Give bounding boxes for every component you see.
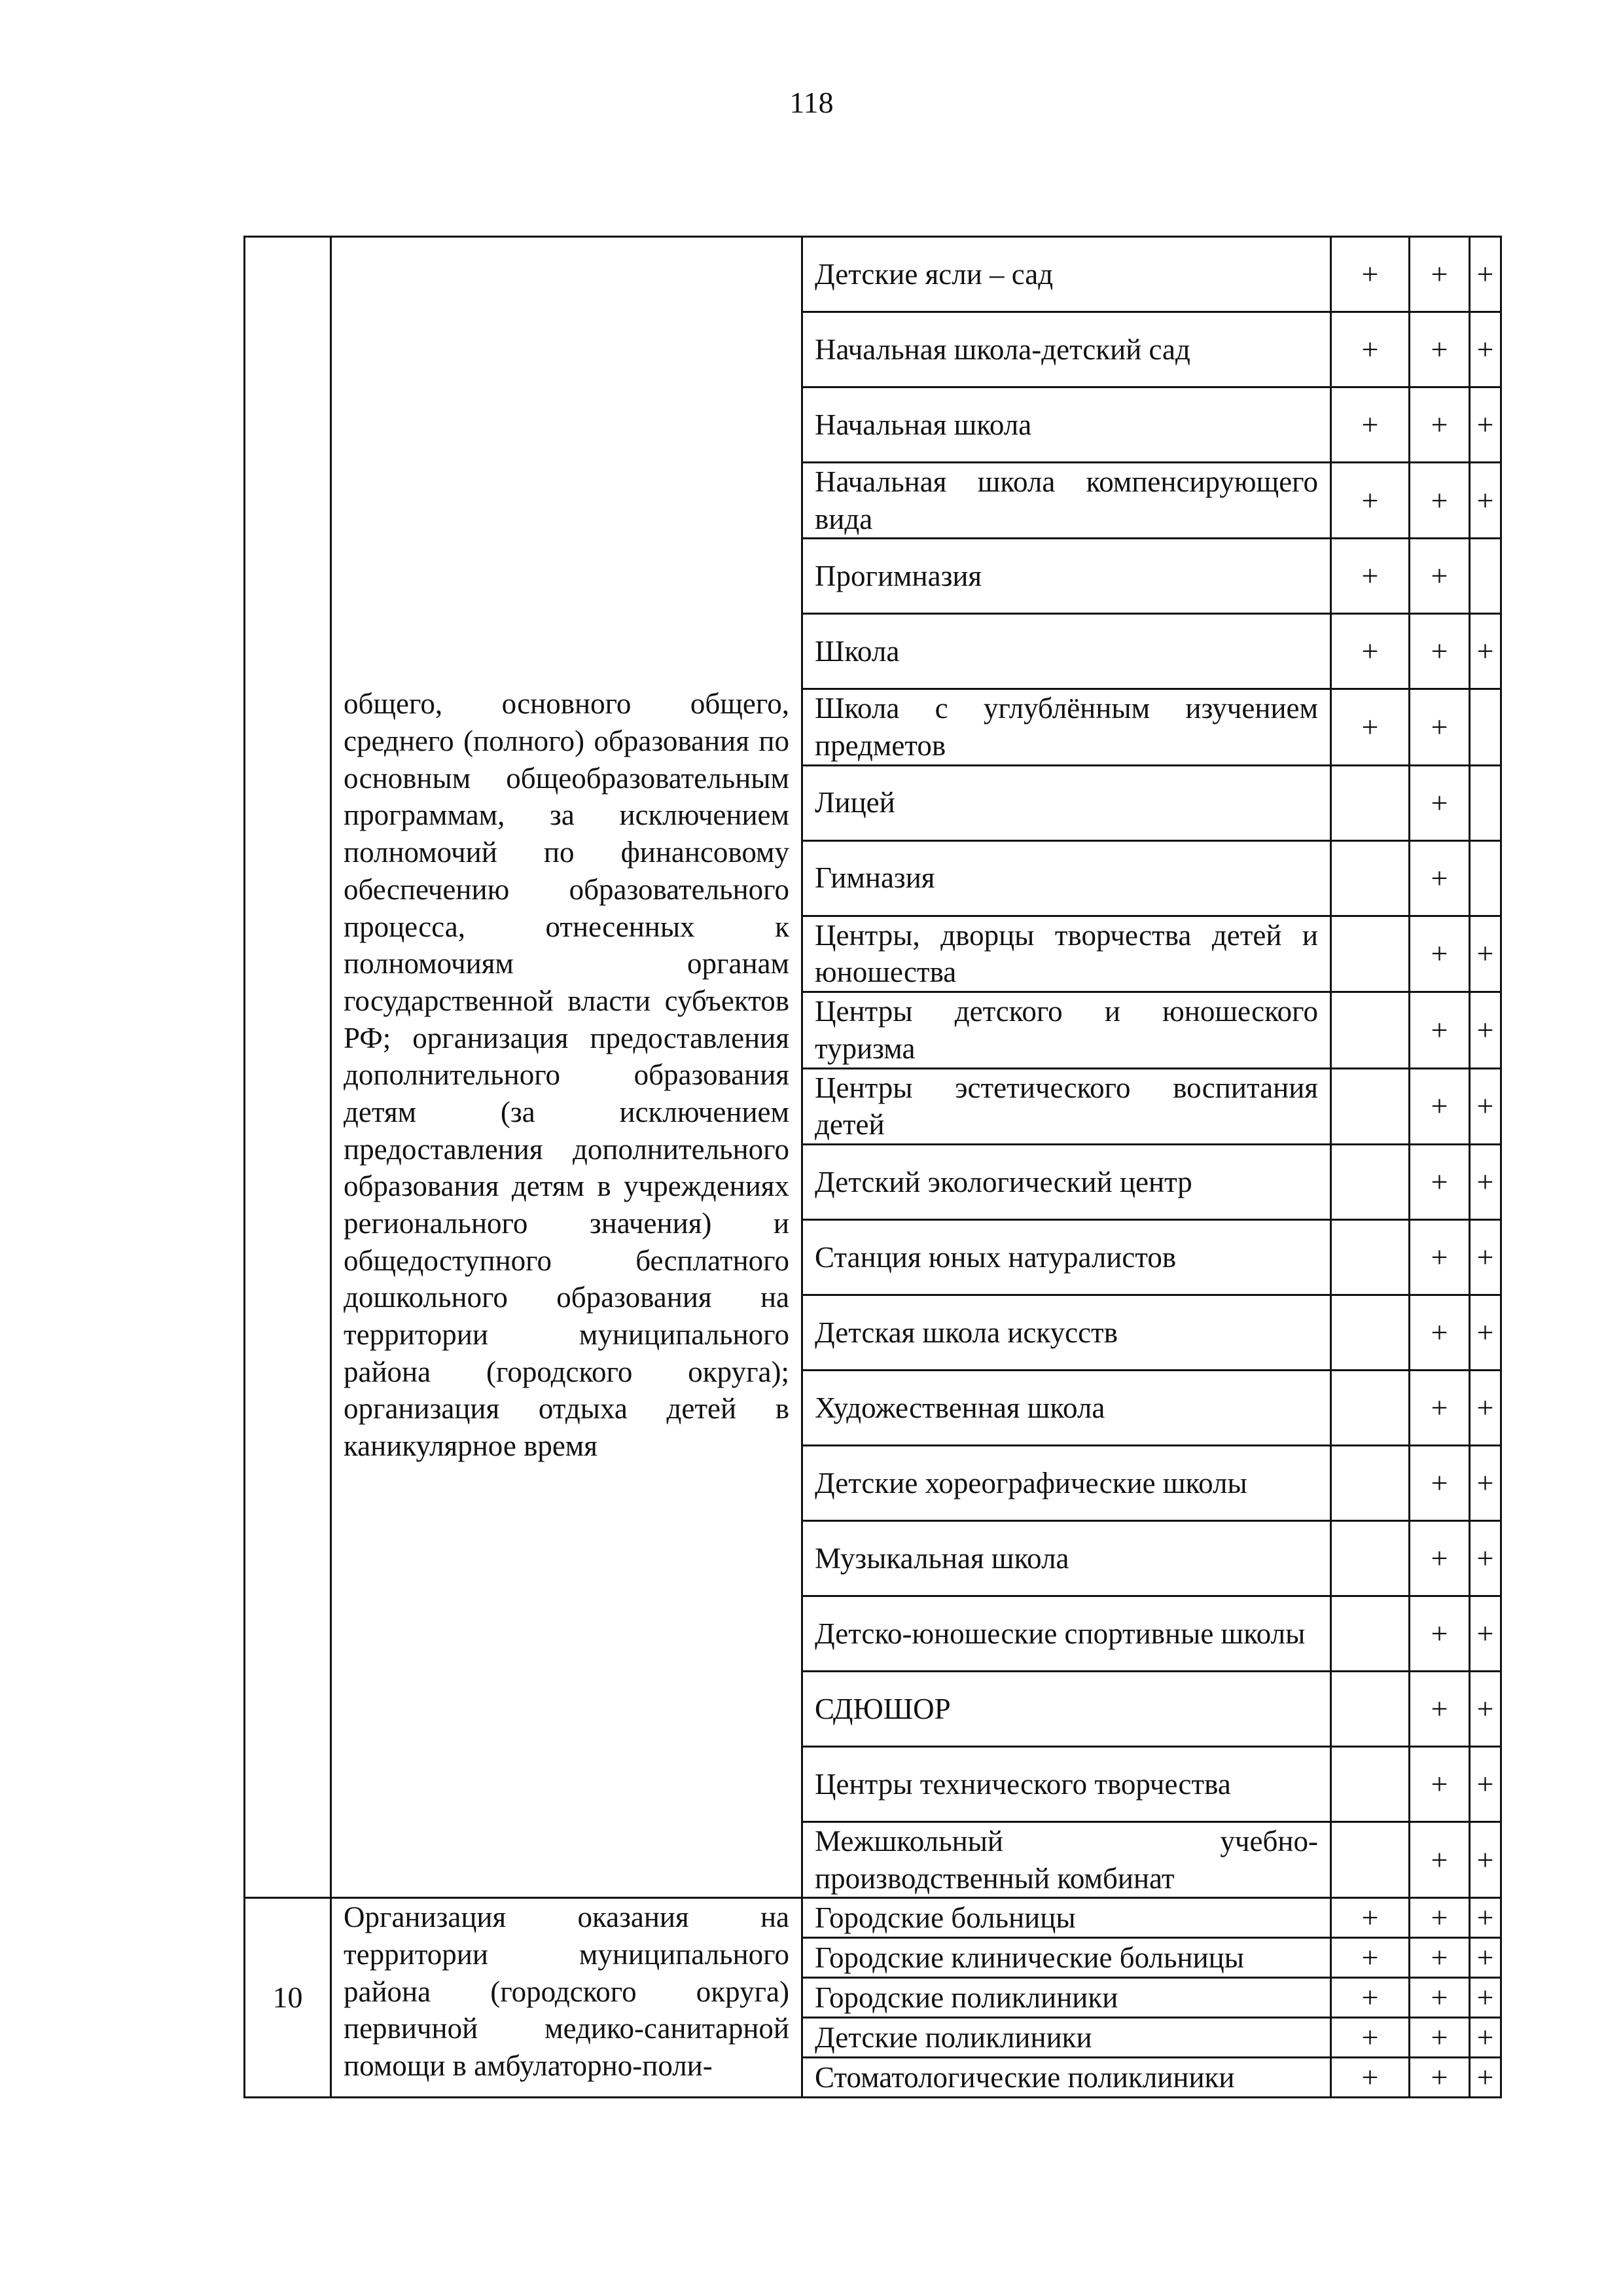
mark-cell-2: + [1410,840,1470,916]
mark-cell-3: + [1470,992,1501,1068]
mark-cell-3: + [1470,916,1501,992]
mark-cell-3 [1470,840,1501,916]
mark-cell-2: + [1410,614,1470,689]
institution-name: Начальная школа [802,387,1331,463]
mark-cell-1: + [1331,539,1410,614]
institution-name: Начальная школа-детский сад [802,312,1331,387]
mark-cell-2: + [1410,387,1470,463]
mark-cell-2: + [1410,1938,1470,1978]
section-continued [245,237,1501,1898]
institution-name: Детский экологический центр [802,1144,1331,1219]
mark-cell-3: + [1470,1295,1501,1370]
mark-cell-2: + [1410,1746,1470,1821]
institution-name: Межшкольный учебно-производственный комбинат [802,1821,1331,1897]
mark-cell-1: + [1331,312,1410,387]
institution-name: Городские поликлиники [802,1978,1331,2018]
mark-cell-1 [1331,1746,1410,1821]
mark-cell-3: + [1470,1068,1501,1144]
mark-cell-3 [1470,539,1501,614]
mark-cell-1: + [1331,2018,1410,2058]
mark-cell-1 [1331,1821,1410,1897]
table-row [245,1898,1501,1938]
mark-cell-2: + [1410,689,1470,765]
mark-cell-2: + [1410,463,1470,539]
mark-cell-1: + [1331,689,1410,765]
mark-cell-2: + [1410,1898,1470,1938]
mark-cell-3: + [1470,1978,1501,2018]
mark-cell-3: + [1470,1938,1501,1978]
mark-cell-1 [1331,992,1410,1068]
mark-cell-2: + [1410,2058,1470,2098]
mark-cell-3: + [1470,614,1501,689]
mark-cell-3: + [1470,1821,1501,1897]
institution-name: Школа с углублённым изучением предметов [802,689,1331,765]
mark-cell-3: + [1470,1671,1501,1746]
mark-cell-2: + [1410,1144,1470,1219]
institution-name: Детские хореографические школы [802,1445,1331,1520]
mark-cell-1: + [1331,614,1410,689]
mark-cell-3 [1470,765,1501,840]
mark-cell-2: + [1410,539,1470,614]
mark-cell-3: + [1470,1144,1501,1219]
institution-name: Станция юных натуралистов [802,1219,1331,1295]
mark-cell-1 [1331,840,1410,916]
mark-cell-2: + [1410,1821,1470,1897]
mark-cell-1 [1331,1144,1410,1219]
institution-name: Городские клинические больницы [802,1938,1331,1978]
mark-cell-2: + [1410,1596,1470,1671]
institution-name: Стоматологические поликлиники [802,2058,1331,2098]
mark-cell-2: + [1410,237,1470,312]
institution-name: Детско-юношеские спортивные школы [802,1596,1331,1671]
mark-cell-3: + [1470,312,1501,387]
institution-name: Начальная школа компенсирующего вида [802,463,1331,539]
mark-cell-3: + [1470,1520,1501,1596]
mark-cell-2: + [1410,1520,1470,1596]
mark-cell-3: + [1470,387,1501,463]
mark-cell-3: + [1470,1596,1501,1671]
powers-description: общего, основного общего, среднего (полного) образования по основным общеобразовательным программам, за исключением полномочий по финансовому обеспечению образовательного процесса, отнесенных к полномочиям органам государственной власти субъектов РФ; организация предоставления дополнительного образования детям (за исключением предоставления дополнительного образования детям в учреждениях регионального значения) и общедоступного бесплатного дошкольного образования на территории муниципального района (городского округа); организация отдыха детей в каникулярное время [331,237,802,1898]
section-number [245,237,331,1898]
institution-name: Центры, дворцы творчества детей и юношества [802,916,1331,992]
institution-name: Городские больницы [802,1898,1331,1938]
mark-cell-2: + [1410,1295,1470,1370]
mark-cell-1: + [1331,387,1410,463]
institution-name: Музыкальная школа [802,1520,1331,1596]
mark-cell-1 [1331,1370,1410,1445]
section-number: 10 [245,1898,331,2098]
mark-cell-2: + [1410,916,1470,992]
mark-cell-3: + [1470,1445,1501,1520]
mark-cell-2: + [1410,1068,1470,1144]
section-10 [245,1898,1501,2098]
institution-name: Художественная школа [802,1370,1331,1445]
mark-cell-3 [1470,689,1501,765]
institution-name: Центры эстетического воспитания детей [802,1068,1331,1144]
institution-name: Детские поликлиники [802,2018,1331,2058]
mark-cell-2: + [1410,1219,1470,1295]
institutions-table [243,236,1502,2098]
mark-cell-2: + [1410,765,1470,840]
institution-name: Школа [802,614,1331,689]
mark-cell-3: + [1470,2018,1501,2058]
mark-cell-1: + [1331,1938,1410,1978]
powers-description: Организация оказания на территории муниципального района (городского округа) первичной медико-санитарной помощи в амбулаторно-поли- [331,1898,802,2098]
institution-name: Центры детского и юношеского туризма [802,992,1331,1068]
page-number: 118 [789,86,834,119]
mark-cell-1: + [1331,2058,1410,2098]
mark-cell-1 [1331,916,1410,992]
institution-name: Детская школа искусств [802,1295,1331,1370]
mark-cell-1 [1331,1445,1410,1520]
mark-cell-1: + [1331,463,1410,539]
institution-name: Лицей [802,765,1331,840]
mark-cell-1 [1331,1596,1410,1671]
mark-cell-3: + [1470,1370,1501,1445]
mark-cell-2: + [1410,312,1470,387]
mark-cell-2: + [1410,1978,1470,2018]
mark-cell-3: + [1470,1898,1501,1938]
mark-cell-1 [1331,1068,1410,1144]
mark-cell-2: + [1410,1370,1470,1445]
table-row [245,237,1501,312]
institution-name: СДЮШОР [802,1671,1331,1746]
mark-cell-3: + [1470,463,1501,539]
mark-cell-3: + [1470,2058,1501,2098]
mark-cell-1: + [1331,237,1410,312]
institution-name: Детские ясли – сад [802,237,1331,312]
institution-name: Прогимназия [802,539,1331,614]
mark-cell-3: + [1470,1746,1501,1821]
mark-cell-2: + [1410,1445,1470,1520]
mark-cell-3: + [1470,237,1501,312]
mark-cell-1: + [1331,1978,1410,2018]
mark-cell-1 [1331,1671,1410,1746]
institution-name: Гимназия [802,840,1331,916]
mark-cell-3: + [1470,1219,1501,1295]
institution-name: Центры технического творчества [802,1746,1331,1821]
mark-cell-2: + [1410,992,1470,1068]
mark-cell-1 [1331,1295,1410,1370]
mark-cell-1: + [1331,1898,1410,1938]
mark-cell-2: + [1410,1671,1470,1746]
mark-cell-2: + [1410,2018,1470,2058]
mark-cell-1 [1331,1219,1410,1295]
mark-cell-1 [1331,1520,1410,1596]
mark-cell-1 [1331,765,1410,840]
